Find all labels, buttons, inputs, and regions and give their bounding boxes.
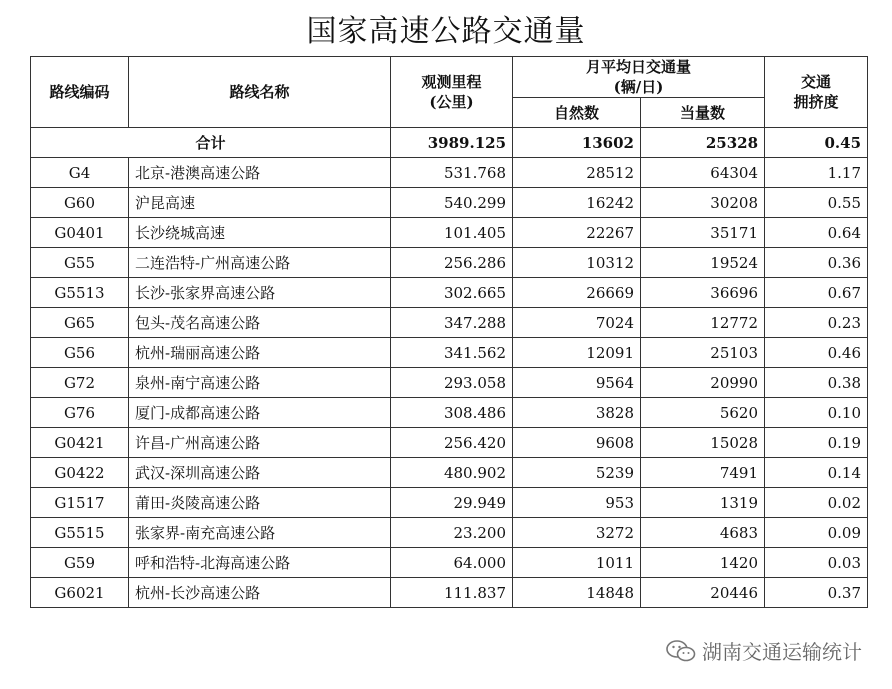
cell-code: G76 — [31, 398, 129, 428]
cell-congestion: 0.14 — [765, 458, 868, 488]
cell-natural: 7024 — [513, 308, 641, 338]
cell-congestion: 0.36 — [765, 248, 868, 278]
table-row — [31, 308, 868, 338]
cell-name: 杭州-瑞丽高速公路 — [129, 338, 391, 368]
cell-name: 北京-港澳高速公路 — [129, 158, 391, 188]
cell-name: 呼和浩特-北海高速公路 — [129, 548, 391, 578]
cell-name: 包头-茂名高速公路 — [129, 308, 391, 338]
table-row — [31, 458, 868, 488]
cell-mileage: 23.200 — [391, 518, 513, 548]
cell-equivalent: 64304 — [641, 158, 765, 188]
cell-natural: 1011 — [513, 548, 641, 578]
table-row — [31, 158, 868, 188]
cell-code: G5513 — [31, 278, 129, 308]
cell-mileage: 256.286 — [391, 248, 513, 278]
header-congestion-line2: 拥挤度 — [793, 93, 839, 111]
cell-mileage: 347.288 — [391, 308, 513, 338]
cell-mileage: 64.000 — [391, 548, 513, 578]
cell-name: 厦门-成都高速公路 — [129, 398, 391, 428]
cell-name: 泉州-南宁高速公路 — [129, 368, 391, 398]
cell-mileage: 540.299 — [391, 188, 513, 218]
cell-congestion: 0.19 — [765, 428, 868, 458]
cell-natural: 3828 — [513, 398, 641, 428]
header-congestion-line1: 交通 — [801, 73, 832, 91]
table-row — [31, 428, 868, 458]
cell-congestion: 0.64 — [765, 218, 868, 248]
header-equivalent: 当量数 — [641, 98, 765, 128]
table-row — [31, 398, 868, 428]
cell-mileage: 101.405 — [391, 218, 513, 248]
header-monthly — [513, 57, 765, 98]
cell-natural: 22267 — [513, 218, 641, 248]
table-row — [31, 188, 868, 218]
header-mileage — [391, 57, 513, 128]
cell-equivalent: 20990 — [641, 368, 765, 398]
cell-name: 武汉-深圳高速公路 — [129, 458, 391, 488]
cell-code: G0421 — [31, 428, 129, 458]
total-equivalent: 25328 — [641, 128, 765, 158]
table-row — [31, 578, 868, 608]
cell-natural: 16242 — [513, 188, 641, 218]
cell-code: G65 — [31, 308, 129, 338]
table-row — [31, 518, 868, 548]
cell-code: G59 — [31, 548, 129, 578]
table-row — [31, 548, 868, 578]
cell-natural: 26669 — [513, 278, 641, 308]
table-row — [31, 338, 868, 368]
cell-natural: 14848 — [513, 578, 641, 608]
cell-equivalent: 30208 — [641, 188, 765, 218]
cell-equivalent: 36696 — [641, 278, 765, 308]
header-congestion — [765, 57, 868, 128]
table-row — [31, 248, 868, 278]
header-natural: 自然数 — [513, 98, 641, 128]
cell-natural: 9608 — [513, 428, 641, 458]
header-monthly-label: 月平均日交通量 — [586, 58, 692, 76]
cell-congestion: 0.23 — [765, 308, 868, 338]
cell-code: G6021 — [31, 578, 129, 608]
watermark-text: 湖南交通运输统计 — [702, 640, 862, 664]
cell-code: G5515 — [31, 518, 129, 548]
cell-natural: 5239 — [513, 458, 641, 488]
cell-natural: 953 — [513, 488, 641, 518]
cell-mileage: 29.949 — [391, 488, 513, 518]
cell-congestion: 0.37 — [765, 578, 868, 608]
table-row — [31, 488, 868, 518]
cell-name: 莆田-炎陵高速公路 — [129, 488, 391, 518]
cell-mileage: 293.058 — [391, 368, 513, 398]
cell-congestion: 0.46 — [765, 338, 868, 368]
total-label: 合计 — [31, 128, 391, 158]
traffic-table — [30, 56, 868, 608]
total-congestion: 0.45 — [765, 128, 868, 158]
cell-equivalent: 1420 — [641, 548, 765, 578]
watermark — [666, 636, 862, 665]
cell-congestion: 0.55 — [765, 188, 868, 218]
cell-congestion: 0.10 — [765, 398, 868, 428]
header-monthly-unit: (辆/日) — [613, 78, 664, 96]
header-mileage-label: 观测里程 — [421, 73, 482, 91]
cell-natural: 28512 — [513, 158, 641, 188]
cell-equivalent: 12772 — [641, 308, 765, 338]
cell-congestion: 0.67 — [765, 278, 868, 308]
cell-name: 二连浩特-广州高速公路 — [129, 248, 391, 278]
header-mileage-unit: (公里) — [429, 93, 474, 111]
cell-equivalent: 20446 — [641, 578, 765, 608]
cell-natural: 9564 — [513, 368, 641, 398]
cell-equivalent: 7491 — [641, 458, 765, 488]
header-name: 路线名称 — [129, 57, 391, 128]
cell-name: 长沙-张家界高速公路 — [129, 278, 391, 308]
table-row — [31, 218, 868, 248]
cell-equivalent: 4683 — [641, 518, 765, 548]
cell-equivalent: 5620 — [641, 398, 765, 428]
cell-equivalent: 35171 — [641, 218, 765, 248]
cell-code: G55 — [31, 248, 129, 278]
cell-natural: 3272 — [513, 518, 641, 548]
cell-code: G56 — [31, 338, 129, 368]
wechat-icon — [666, 639, 696, 663]
cell-name: 长沙绕城高速 — [129, 218, 391, 248]
cell-mileage: 480.902 — [391, 458, 513, 488]
cell-mileage: 302.665 — [391, 278, 513, 308]
cell-congestion: 0.03 — [765, 548, 868, 578]
cell-equivalent: 19524 — [641, 248, 765, 278]
cell-congestion: 0.09 — [765, 518, 868, 548]
table-row — [31, 368, 868, 398]
cell-code: G0422 — [31, 458, 129, 488]
cell-equivalent: 15028 — [641, 428, 765, 458]
total-natural: 13602 — [513, 128, 641, 158]
cell-natural: 10312 — [513, 248, 641, 278]
cell-congestion: 0.38 — [765, 368, 868, 398]
cell-mileage: 256.420 — [391, 428, 513, 458]
cell-name: 杭州-长沙高速公路 — [129, 578, 391, 608]
total-row — [31, 128, 868, 158]
cell-code: G4 — [31, 158, 129, 188]
cell-code: G1517 — [31, 488, 129, 518]
total-mileage: 3989.125 — [391, 128, 513, 158]
cell-mileage: 308.486 — [391, 398, 513, 428]
header-code: 路线编码 — [31, 57, 129, 128]
cell-name: 张家界-南充高速公路 — [129, 518, 391, 548]
cell-equivalent: 1319 — [641, 488, 765, 518]
cell-name: 许昌-广州高速公路 — [129, 428, 391, 458]
cell-code: G0401 — [31, 218, 129, 248]
cell-mileage: 531.768 — [391, 158, 513, 188]
cell-equivalent: 25103 — [641, 338, 765, 368]
cell-congestion: 1.17 — [765, 158, 868, 188]
cell-code: G60 — [31, 188, 129, 218]
cell-congestion: 0.02 — [765, 488, 868, 518]
table-row — [31, 278, 868, 308]
cell-mileage: 341.562 — [391, 338, 513, 368]
cell-name: 沪昆高速 — [129, 188, 391, 218]
cell-mileage: 111.837 — [391, 578, 513, 608]
page-title: 国家高速公路交通量 — [306, 14, 586, 49]
cell-code: G72 — [31, 368, 129, 398]
cell-natural: 12091 — [513, 338, 641, 368]
